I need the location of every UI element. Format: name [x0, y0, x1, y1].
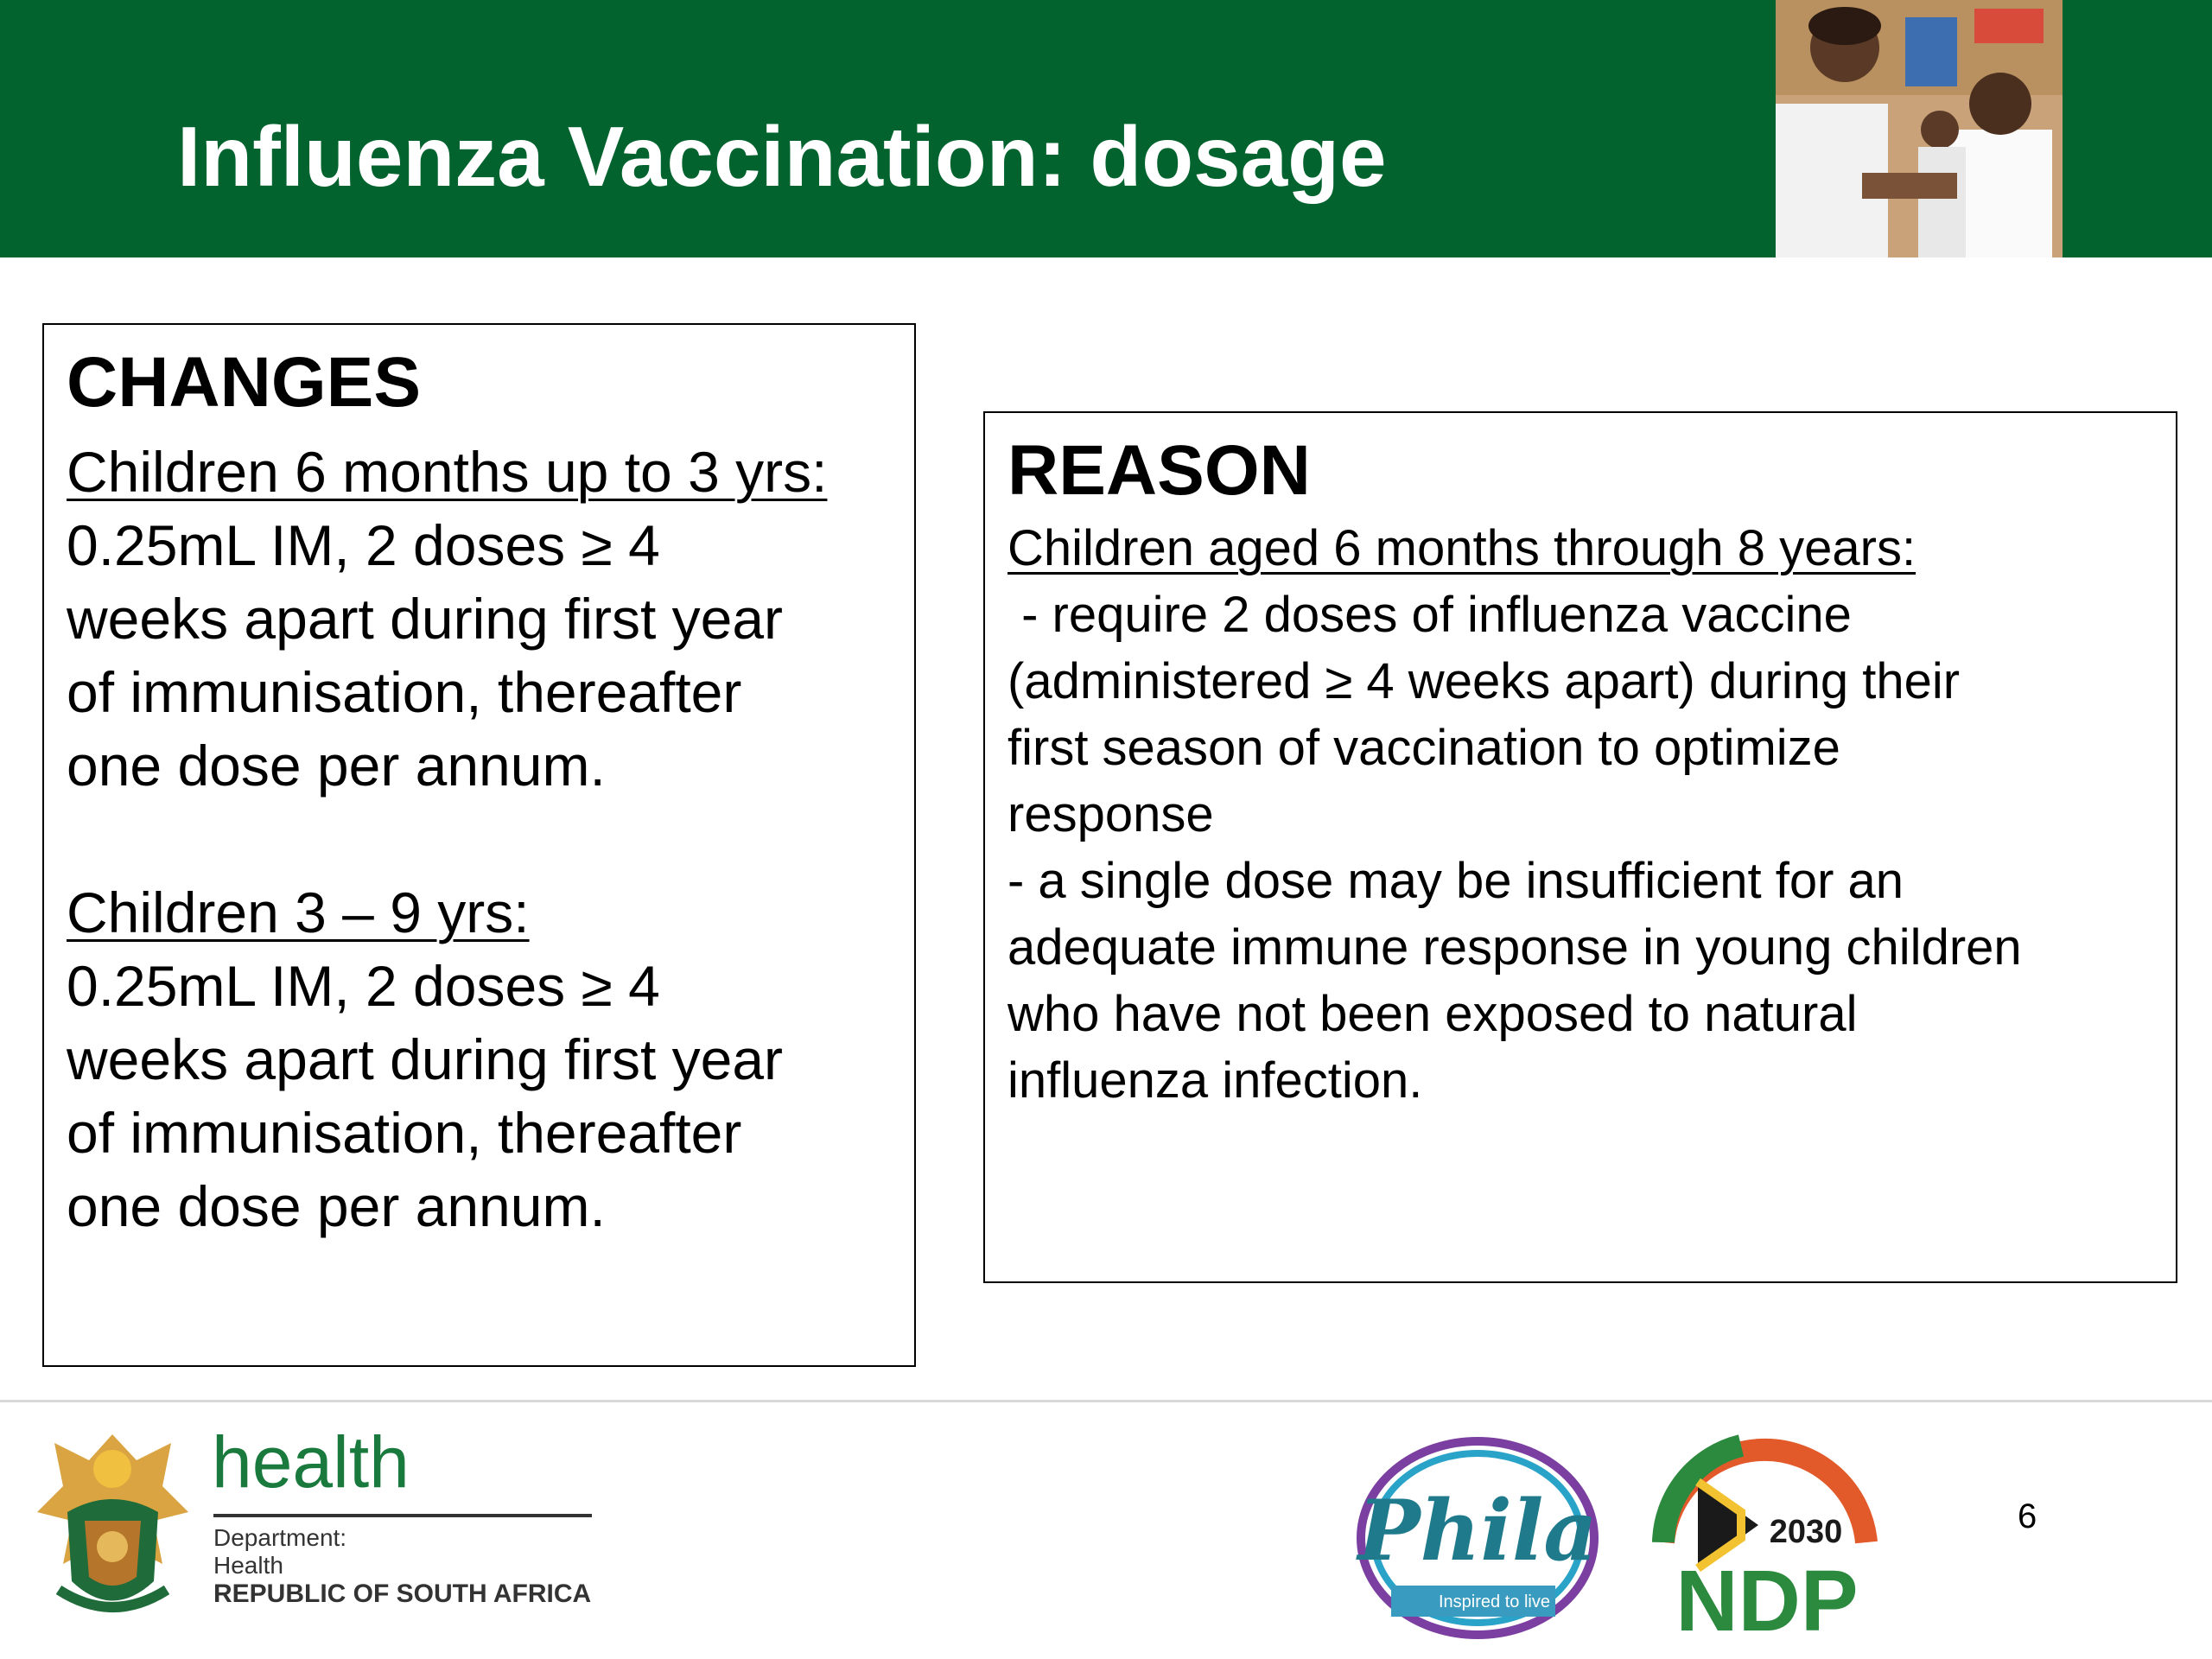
- country-name: REPUBLIC OF SOUTH AFRICA: [213, 1580, 592, 1608]
- reason-line: influenza infection.: [1007, 1052, 1423, 1109]
- ndp-wordmark: NDP: [1675, 1553, 1859, 1649]
- group1-title: Children 6 months up to 3 yrs:: [67, 440, 828, 504]
- group2-line: of immunisation, thereafter: [67, 1101, 742, 1165]
- reason-line: - require 2 doses of influenza vaccine: [1007, 587, 1852, 643]
- page-number: 6: [2018, 1497, 2037, 1535]
- reason-line: response: [1007, 786, 1214, 842]
- changes-heading: CHANGES: [67, 343, 422, 422]
- group2-line: 0.25mL IM, 2 doses ≥ 4: [67, 954, 660, 1018]
- header-photo: [1776, 0, 2063, 257]
- spacer: [67, 803, 913, 876]
- health-wordmark: health: [212, 1421, 410, 1503]
- group2-line: weeks apart during first year: [67, 1027, 784, 1091]
- reason-line: (administered ≥ 4 weeks apart) during their: [1007, 653, 1961, 709]
- ndp-year: 2030: [1769, 1514, 1843, 1550]
- group1-line: weeks apart during first year: [67, 587, 784, 651]
- group1-line: one dose per annum.: [67, 734, 606, 798]
- reason-heading: REASON: [1007, 431, 1311, 510]
- reason-body: [1007, 515, 2165, 1114]
- reason-subtitle: Children aged 6 months through 8 years:: [1007, 520, 1916, 576]
- reason-line: adequate immune response in young children: [1007, 919, 2022, 976]
- phila-wordmark: Phila: [1357, 1482, 1598, 1580]
- group2-line: one dose per annum.: [67, 1174, 606, 1238]
- ndp-logo: [1646, 1430, 1884, 1650]
- department-label: Department:: [213, 1524, 347, 1551]
- slide-title: Influenza Vaccination: dosage: [177, 109, 1387, 204]
- coat-of-arms-logo: [33, 1417, 193, 1624]
- phila-tagline: Inspired to live: [1439, 1592, 1550, 1611]
- reason-line: - a single dose may be insufficient for an: [1007, 853, 1904, 909]
- reason-line: first season of vaccination to optimize: [1007, 720, 1840, 776]
- health-underline: [213, 1514, 592, 1517]
- changes-body: [67, 435, 913, 1243]
- group1-line: of immunisation, thereafter: [67, 660, 742, 724]
- department-name: Health: [213, 1552, 283, 1579]
- footer-divider: [0, 1400, 2212, 1402]
- changes-box: [42, 323, 916, 1367]
- group1-line: 0.25mL IM, 2 doses ≥ 4: [67, 513, 660, 577]
- reason-line: who have not been exposed to natural: [1007, 986, 1858, 1042]
- phila-logo: [1348, 1434, 1603, 1646]
- group2-title: Children 3 – 9 yrs:: [67, 880, 530, 944]
- reason-box: [983, 411, 2177, 1283]
